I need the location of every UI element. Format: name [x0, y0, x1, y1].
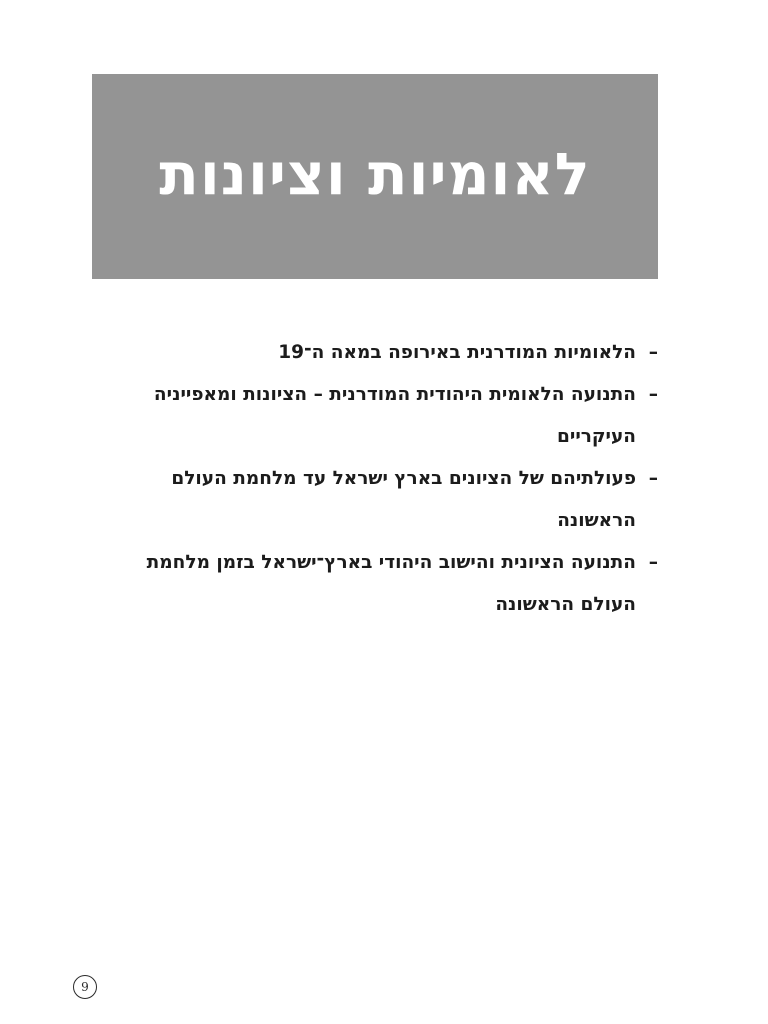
- list-item: [118, 458, 658, 542]
- list-item: [118, 332, 658, 374]
- topic-text: התנועה הציונית והישוב היהודי בארץ־ישראל בזמן מלחמת העולם הראשונה: [146, 552, 636, 615]
- dash-bullet: –: [648, 384, 658, 405]
- topics-list: [118, 332, 658, 626]
- dash-bullet: –: [648, 342, 658, 363]
- topic-text: התנועה הלאומית היהודית המודרנית – הציונות ומאפייניה העיקריים: [153, 384, 636, 447]
- topic-text: פעולתיהם של הציונים בארץ ישראל עד מלחמת העולם הראשונה: [171, 468, 636, 531]
- topic-text: הלאומיות המודרנית באירופה במאה ה־19: [278, 342, 636, 363]
- dash-bullet: –: [648, 468, 658, 489]
- list-item: [118, 374, 658, 458]
- list-item: [118, 542, 658, 626]
- dash-bullet: –: [648, 552, 658, 573]
- page-number: 9: [73, 975, 97, 999]
- page-title: לאומיות וציונות: [159, 139, 591, 208]
- title-banner: [92, 74, 658, 279]
